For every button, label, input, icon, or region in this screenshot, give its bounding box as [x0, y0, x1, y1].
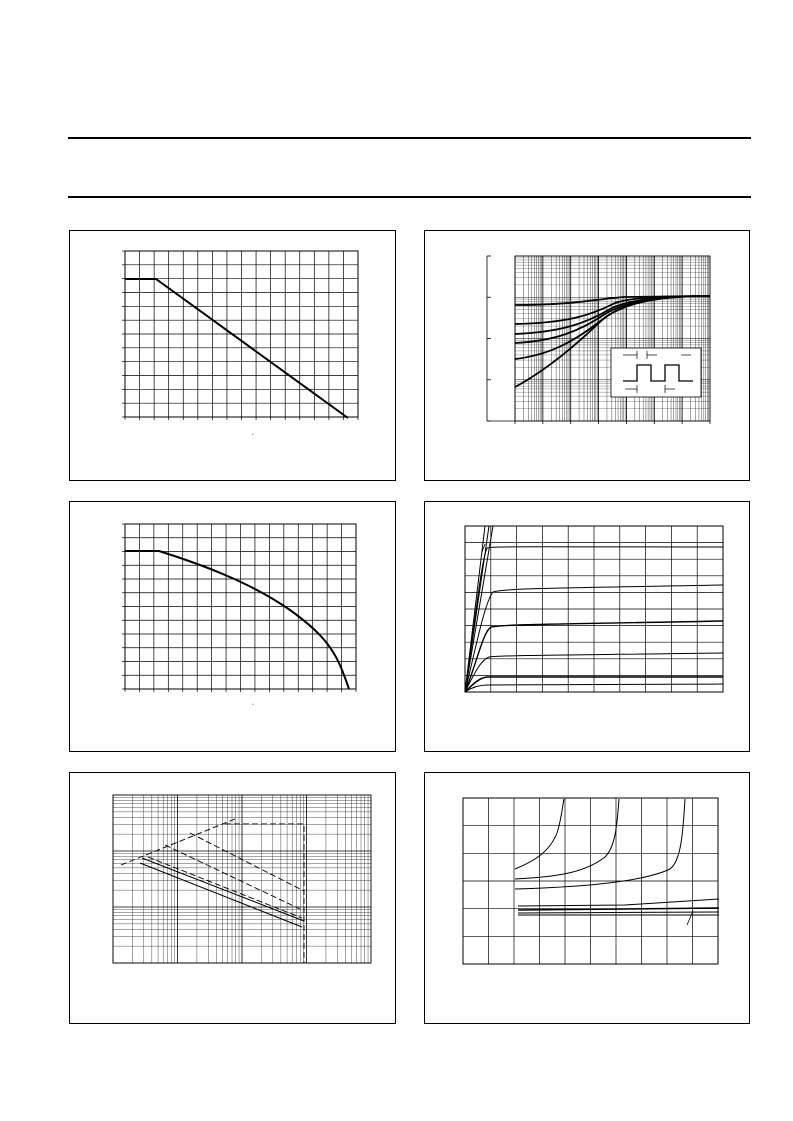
- output-characteristics-plot: [425, 502, 751, 753]
- rds-curve-vgs-high: [515, 799, 685, 889]
- safe-operating-area-plot: [70, 773, 397, 1025]
- derating-curve-asterisk: *: [252, 702, 254, 707]
- rds-limit-line: [121, 819, 235, 865]
- dc-line-2: [140, 863, 302, 927]
- rds-flat-1: [518, 899, 719, 906]
- thermal-impedance-plot: [425, 231, 751, 482]
- on-resistance-plot: [425, 773, 751, 1025]
- duty-cycle-inset: [611, 348, 701, 397]
- graph-panel-safe-operating-area: [69, 772, 396, 1024]
- soa-limit-lines: [121, 819, 304, 963]
- rds-curve-vgs-mid: [515, 799, 619, 879]
- graph-panel-output-characteristics: [424, 501, 750, 752]
- arrow-pointer: [687, 911, 693, 925]
- graph-panel-derating-curve: [69, 501, 396, 752]
- derating-curve-plot: [70, 502, 397, 753]
- rds-flat-2: [518, 908, 719, 910]
- header-rule-bottom: [68, 196, 751, 198]
- graph-panel-thermal-impedance: [424, 230, 750, 481]
- graph-panel-derating-linear: [69, 230, 396, 481]
- dc-line-1: [142, 858, 304, 921]
- graph-panel-on-resistance: [424, 772, 750, 1024]
- derating-linear-plot: [70, 231, 397, 482]
- on-resistance-curves: [515, 799, 719, 925]
- derating-linear-asterisk: *: [252, 432, 254, 437]
- pulse-10us: [190, 833, 304, 891]
- header-rule-top: [68, 137, 751, 139]
- rds-flat-3: [518, 912, 719, 913]
